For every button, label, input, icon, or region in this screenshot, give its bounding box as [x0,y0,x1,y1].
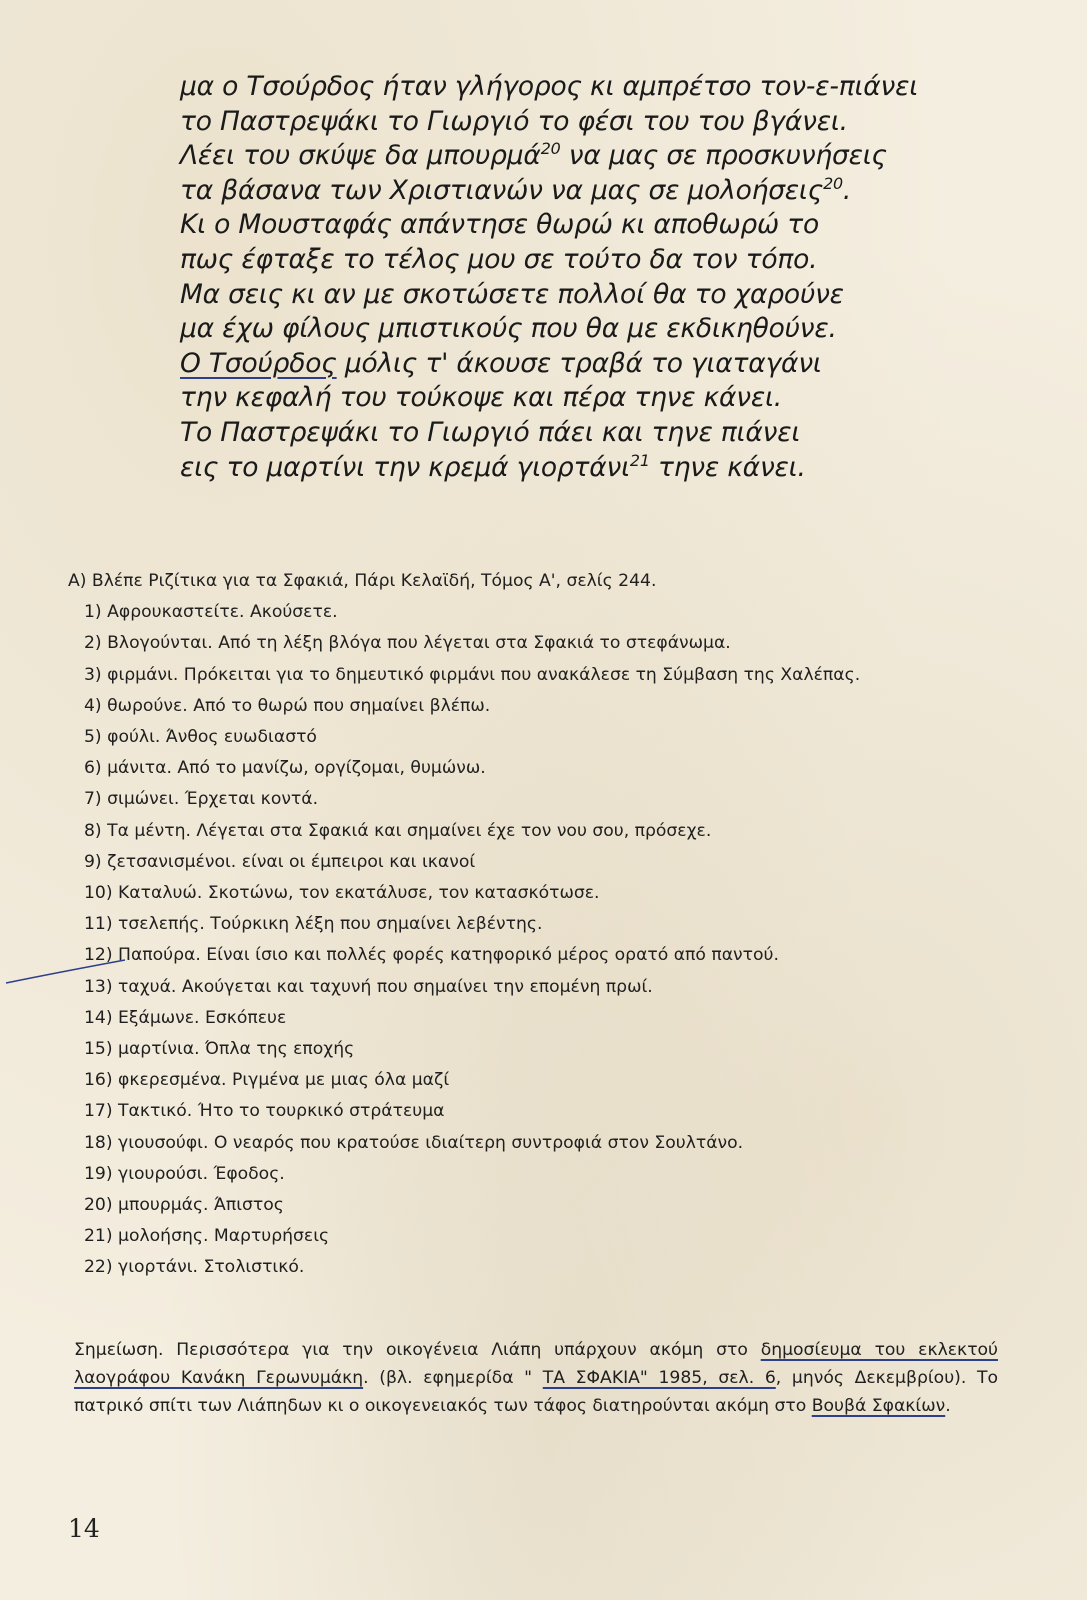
footnote-item: 11) τσελεπής. Τούρκικη λέξη που σημαίνει λεβέντης. [84,914,543,935]
poem-line [180,347,940,382]
remark-text: . [945,1396,951,1417]
poem-line: μα ο Τσούρδος ήταν γλήγορος κι αμπρέτσο τον-ε-πιάνει [180,71,918,102]
poem-line [180,174,940,209]
poem-line: πως έφταξε το τέλος μου σε τούτο δα τον τόπο. [180,243,818,275]
footnote-item: 18) γιουσούφι. Ο νεαρός που κρατούσε ιδιαίτερη συντροφιά στον Σουλτάνο. [84,1132,744,1153]
poem-line [180,139,940,174]
footnote-item: 21) μολοήσης. Μαρτυρήσεις [84,1226,330,1247]
footnote-item: 4) θωρούνε. Από το θωρώ που σημαίνει βλέπω. [84,695,491,716]
poem-line-text: να μας σε προσκυνήσεις [560,140,887,172]
footnote-ref: 20 [823,173,843,193]
poem-line-text: τηνε κάνει. [649,451,806,483]
footnote-item: 14) Εξάμωνε. Εσκόπευε [84,1007,287,1028]
underlined-name: Ο Τσούρδος [180,347,337,379]
poem-line-text: μόλις τ' άκουσε τραβά το γιαταγάνι [344,347,822,379]
poem-line-text: εις το μαρτίνι την κρεμά γιορτάνι [180,451,630,483]
footnote-item: 16) φκερεσμένα. Ριγμένα με μιας όλα μαζί [84,1070,450,1091]
footnote-item: 15) μαρτίνια. Όπλα της εποχής [84,1039,355,1060]
remark-paragraph [74,1336,998,1421]
footnote-item: 20) μπουρμάς. Άπιστος [84,1195,284,1216]
poem-line: το Παστρεψάκι το Γιωργιό το φέσι του του βγάνει. [180,105,848,137]
footnote-item: 6) μάνιτα. Από το μανίζω, οργίζομαι, θυμώνω. [84,758,486,779]
footnote-item: 5) φούλι. Άνθος ευωδιαστό [84,727,317,748]
footnotes [68,566,1008,1284]
footnote-ref: 21 [629,450,650,470]
footnote-item: 22) γιορτάνι. Στολιστικό. [84,1257,305,1278]
footnote-item: 12) Παπούρα. Είναι ίσιο και πολλές φορές κατηφορικό μέρος ορατό από παντού. [84,945,779,966]
footnote-item: 2) Βλογούνται. Από τη λέξη βλόγα που λέγεται στα Σφακιά το στεφάνωμα. [84,633,731,654]
footnote-list [68,597,1008,1283]
underlined-reference: Βουβά Σφακίων [811,1396,946,1417]
remark-text: Σημείωση. Περισσότερα για την οικογένεια Λιάπη υπάρχουν ακόμη στο [74,1340,761,1360]
poem-line: Μα σεις κι αν με σκοτώσετε πολλοί θα το χαρούνε [180,278,844,310]
poem-line: Κι ο Μουσταφάς απάντησε θωρώ κι αποθωρώ το [180,209,820,241]
poem-line-text: τα βάσανα των Χριστιανών να μας σε μολοήσεις [180,174,824,206]
poem-block [180,70,940,485]
footnote-item: 8) Τα μέντη. Λέγεται στα Σφακιά και σημαίνει έχε τον νου σου, πρόσεχε. [84,820,712,841]
poem-line: μα έχω φίλους μπιστικούς που θα με εκδικηθούνε. [180,313,837,345]
footnote-item: 7) σιμώνει. Έρχεται κοντά. [84,789,319,810]
remark-text: , μηνός Δεκεμβρίου). Το πατρικό σπίτι των Λιάπηδων κι ο οικογενειακός των τάφος διατηρούνται ακόμη στο [74,1368,998,1417]
footnote-item: 17) Τακτικό. Ήτο το τουρκικό στράτευμα [84,1101,445,1122]
page-number: 14 [68,1514,100,1543]
remark-text: . (βλ. εφημερίδα " [363,1368,543,1389]
footnote-item: 19) γιουρούσι. Έφοδος. [84,1163,285,1184]
footnote-ref: 20 [540,139,561,159]
underlined-reference: ΤΑ ΣΦΑΚΙΑ" 1985, σελ. 6 [542,1368,776,1389]
poem-line: Το Παστρεψάκι το Γιωργιό πάει και τηνε πιάνει [180,416,801,448]
footnote-item: 10) Καταλυώ. Σκοτώνω, τον εκατάλυσε, τον κατασκότωσε. [84,883,600,904]
poem-line-text: . [842,174,852,206]
poem-line: την κεφαλή του τούκοψε και πέρα τηνε κάνει. [180,382,783,414]
poem-line-text: Λέει του σκύψε δα μπουρμά [180,140,541,172]
footnotes-header: Α) Βλέπε Ριζίτικα για τα Σφακιά, Πάρι Κελαϊδή, Τόμος Α', σελίς 244. [68,571,657,591]
underlined-reference: δημοσίευμα του εκλεκτού λαογράφου Κανάκη Γερωνυμάκη [74,1340,998,1389]
footnote-item: 13) ταχυά. Ακούγεται και ταχυνή που σημαίνει την επομένη πρωί. [84,976,653,997]
footnote-item: 3) φιρμάνι. Πρόκειται για το δημευτικό φιρμάνι που ανακάλεσε τη Σύμβαση της Χαλέπας. [84,664,861,685]
footnote-item: 9) ζετσανισμένοι. είναι οι έμπειροι και ικανοί [84,851,476,872]
poem-line [180,451,940,486]
footnote-item: 1) Αφρουκαστείτε. Ακούσετε. [84,602,338,623]
